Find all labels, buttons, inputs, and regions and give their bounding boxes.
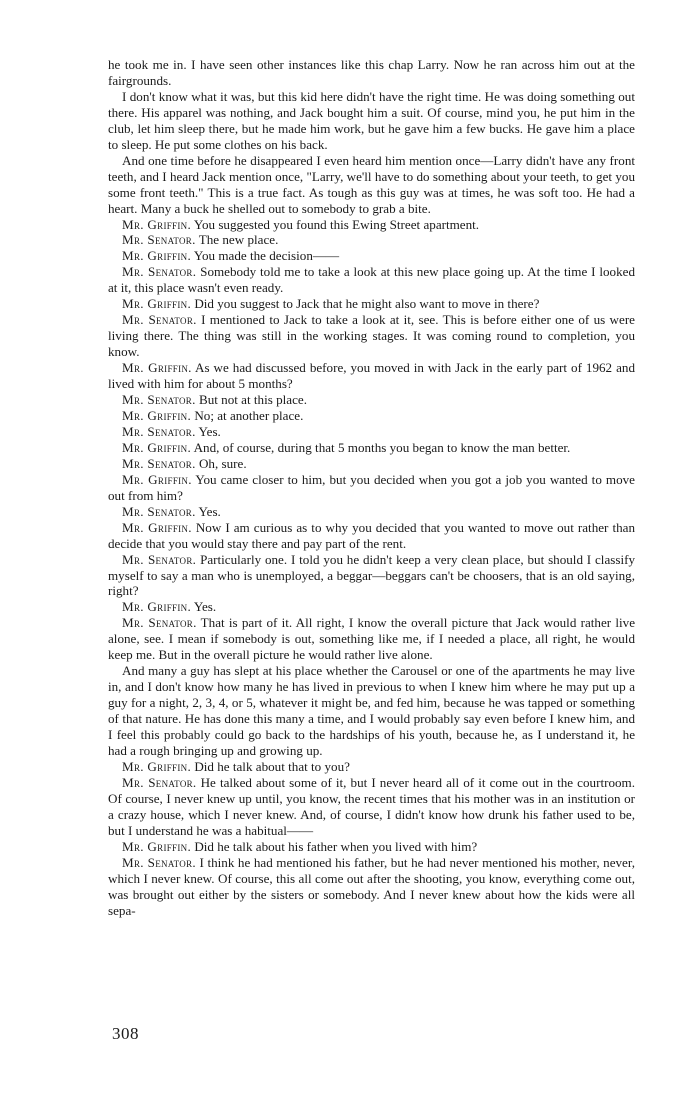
speaker-label: Mr. Senator.: [122, 232, 196, 248]
speech-text: Yes.: [193, 599, 217, 615]
speech-text: Did he talk about his father when you lived with him?: [194, 838, 478, 854]
speaker-label: Mr. Griffin.: [122, 599, 192, 615]
testimony-line: [108, 440, 635, 456]
testimony-line: [108, 599, 635, 615]
speaker-label: Mr. Senator.: [122, 312, 197, 328]
speaker-label: Mr. Senator.: [122, 854, 196, 870]
speaker-label: Mr. Griffin.: [122, 360, 192, 376]
testimony-line: [108, 264, 635, 296]
testimony-line: [108, 296, 635, 312]
testimony-line: [108, 408, 635, 424]
speech-text: Yes.: [198, 503, 221, 519]
speaker-label: Mr. Senator.: [122, 774, 197, 790]
speech-text: But not at this place.: [198, 392, 307, 408]
speaker-label: Mr. Griffin.: [122, 216, 192, 232]
speaker-label: Mr. Griffin.: [122, 407, 192, 423]
testimony-line: [108, 392, 635, 408]
testimony-line: [108, 839, 635, 855]
narrative-paragraph: And many a guy has slept at his place whether the Carousel or one of the apartments he may live in, and I don't know how many he has lived in previous to when I knew him where he may put up a guy for a night, 2, 3, 4, or 5, whatever it might be, and fed him, because he was tapped or something of that nature. He has done this many a time, and I would probably say even before I knew him, and I feel this probably could go back to the hardships of his youth, because he, as I understand it, he had a rough bringing up and growing up.: [108, 663, 635, 758]
speech-text: Oh, sure.: [198, 455, 247, 471]
testimony-line: [108, 775, 635, 839]
testimony-line: [108, 855, 635, 919]
speaker-label: Mr. Senator.: [122, 455, 196, 471]
testimony-line: [108, 232, 635, 248]
testimony-line: [108, 424, 635, 440]
speech-text: Somebody told me to take a look at this new place going up. At the time I looked at it, this place wasn't even ready.: [108, 264, 635, 296]
speech-text: You suggested you found this Ewing Street apartment.: [193, 216, 480, 232]
speaker-label: Mr. Griffin.: [122, 471, 192, 487]
speech-text: No; at another place.: [194, 407, 304, 423]
testimony-line: [108, 312, 635, 360]
speech-text: He talked about some of it, but I never heard all of it come out in the courtroom. Of course, I never knew up until, you know, the recent times that his mother was in an institution or a crazy house, which I never knew. And, of course, I didn't know how drunk his father used to be, but I understand he was a habitual——: [108, 774, 636, 838]
speech-text: That is part of it. All right, I know the overall picture that Jack would rather live alone, see. I mean if somebody is out, something like me, if I needed a place, all right, he would keep me. But in the overall picture he would rather live alone.: [108, 615, 636, 663]
speech-text: And, of course, during that 5 months you began to know the man better.: [193, 439, 571, 455]
speaker-label: Mr. Senator.: [122, 264, 197, 280]
testimony-line: [108, 472, 635, 504]
narrative-paragraph: And one time before he disappeared I even heard him mention once—Larry didn't have any front teeth, and I heard Jack mention once, "Larry, we'll have to do something about your teeth, to get you some front teeth." This is a true fact. As tough as this guy was at times, he was soft too. He had a heart. Many a buck he shelled out to somebody to grab a bite.: [108, 152, 635, 216]
testimony-line: [108, 520, 635, 552]
testimony-line: [108, 759, 635, 775]
speaker-label: Mr. Senator.: [122, 392, 196, 408]
testimony-line: [108, 360, 635, 392]
testimony-line: [108, 217, 635, 233]
speaker-label: Mr. Senator.: [122, 615, 197, 631]
testimony-line: [108, 615, 635, 663]
speech-text: Now I am curious as to why you decided that you wanted to move out rather than decide that you would stay there and pay part of the rent.: [108, 519, 635, 551]
speech-text: I think he had mentioned his father, but he had never mentioned his mother, never, which I never knew. Of course, this all come out after the shooting, you know, everything come out, was brought out either by the sisters or somebody. And I never knew about how the kids were all sepa-: [108, 854, 635, 918]
speech-text: Did you suggest to Jack that he might also want to move in there?: [194, 296, 540, 312]
speaker-label: Mr. Griffin.: [122, 248, 192, 264]
speech-text: As we had discussed before, you moved in with Jack in the early part of 1962 and lived with him for about 5 months?: [108, 360, 635, 392]
page-body: [108, 57, 635, 918]
speaker-label: Mr. Griffin.: [122, 439, 192, 455]
speech-text: Yes.: [198, 423, 221, 439]
testimony-line: [108, 248, 635, 264]
page-number: 308: [112, 1024, 139, 1043]
narrative-paragraph: he took me in. I have seen other instances like this chap Larry. Now he ran across him out at the fairgrounds.: [108, 57, 635, 88]
speaker-label: Mr. Senator.: [122, 423, 196, 439]
speaker-label: Mr. Griffin.: [122, 838, 192, 854]
speaker-label: Mr. Griffin.: [122, 519, 192, 535]
speech-text: You came closer to him, but you decided when you got a job you wanted to move out from him?: [108, 471, 635, 503]
testimony-line: [108, 456, 635, 472]
speech-text: Did he talk about that to you?: [194, 758, 350, 774]
narrative-paragraph: I don't know what it was, but this kid here didn't have the right time. He was doing something out there. His apparel was nothing, and Jack bought him a suit. Of course, mind you, he put him in the club, let him sleep there, but he made him work, but he gave him a few bucks. He gave him a place to sleep. He put some clothes on his back.: [108, 88, 635, 152]
speech-text: The new place.: [198, 232, 279, 248]
speaker-label: Mr. Senator.: [122, 551, 197, 567]
speaker-label: Mr. Griffin.: [122, 758, 192, 774]
speech-text: You made the decision——: [193, 248, 340, 264]
speaker-label: Mr. Senator.: [122, 503, 196, 519]
speech-text: I mentioned to Jack to take a look at it, see. This is before either one of us were living there. The thing was still in the working stages. It was coming round to completion, you know.: [108, 312, 635, 360]
speaker-label: Mr. Griffin.: [122, 296, 192, 312]
testimony-line: [108, 504, 635, 520]
testimony-line: [108, 552, 635, 600]
speech-text: Particularly one. I told you he didn't keep a very clean place, but should I classify myself to say a man who is unemployed, a beggar—beggars can't be choosers, that is an old saying, right?: [108, 551, 635, 599]
